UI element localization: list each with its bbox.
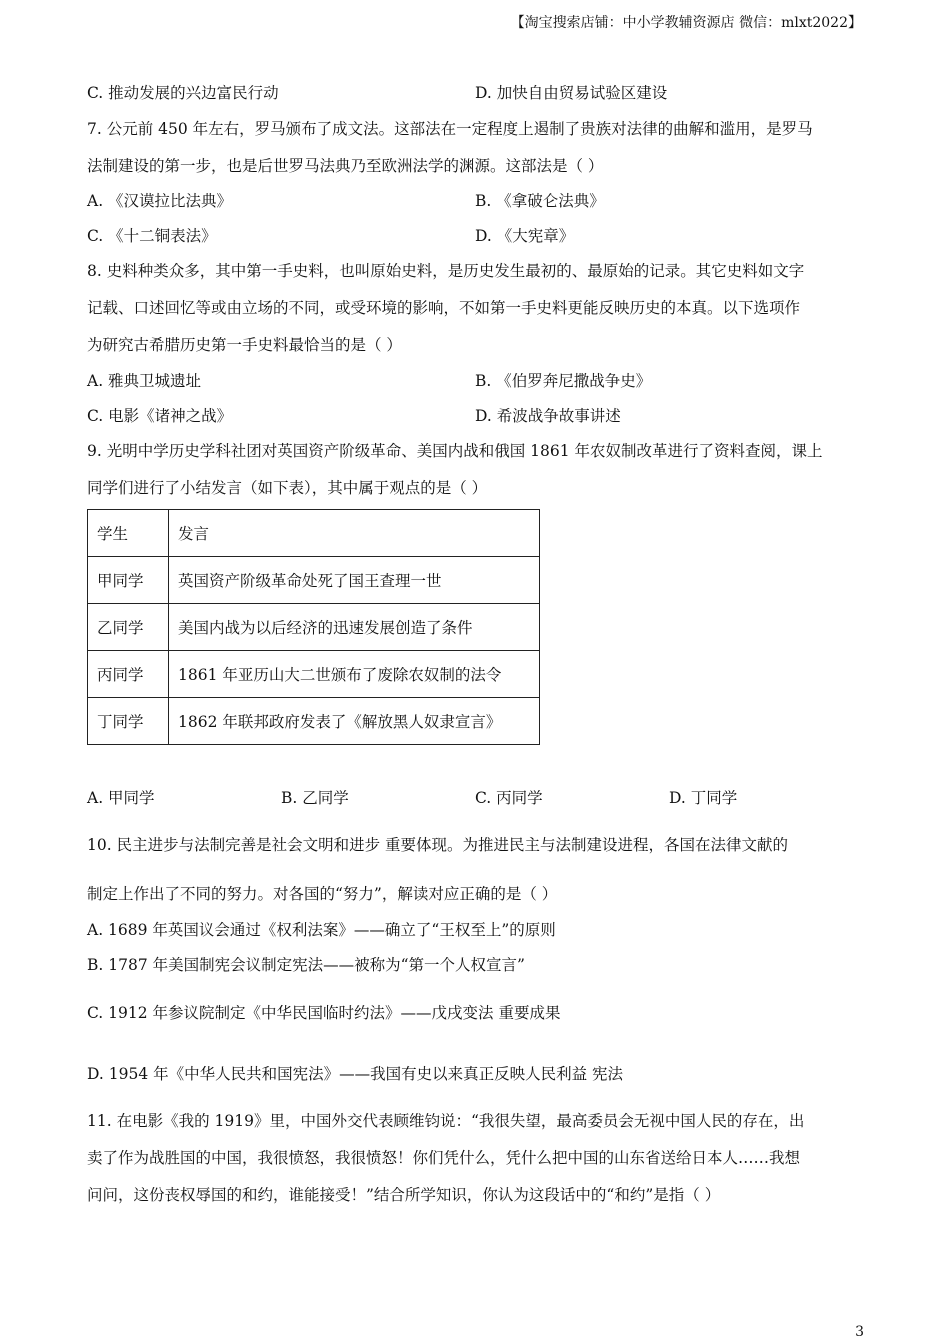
q7-option-a: A. 《汉谟拉比法典》 — [87, 192, 233, 210]
q8-option-d: D. 希波战争故事讲述 — [475, 407, 621, 425]
q9-option-d: D. 丁同学 — [669, 789, 738, 807]
q6-option-c: C. 推动发展的兴边富民行动 — [87, 84, 279, 102]
q10-option-c: C. 1912 年参议院制定《中华民国临时约法》——戊戌变法 重要成果 — [87, 1004, 561, 1022]
q9-option-c: C. 丙同学 — [475, 789, 543, 807]
table-cell: 1861 年亚历山大二世颁布了废除农奴制的法令 — [169, 651, 540, 698]
q8-option-b: B. 《伯罗奔尼撒战争史》 — [475, 372, 652, 390]
q10-option-b: B. 1787 年美国制宪会议制定宪法——被称为“第一个人权宣言” — [87, 956, 525, 974]
q8-stem-line-1: 8. 史料种类众多，其中第一手史料，也叫原始史料，是历史发生最初的、最原始的记录。其它史料如文字 — [87, 262, 805, 280]
table-cell: 乙同学 — [88, 604, 169, 651]
table-row — [88, 651, 540, 698]
q11-stem-line-3: 问问，这份丧权辱国的和约，谁能接受！”结合所学知识，你认为这段话中的“和约”是指（ ） — [87, 1186, 721, 1204]
table-row — [88, 557, 540, 604]
q7-stem-line-1: 7. 公元前 450 年左右，罗马颁布了成文法。这部法在一定程度上遏制了贵族对法律的曲解和滥用，是罗马 — [87, 120, 813, 138]
q9-stem-line-2: 同学们进行了小结发言（如下表），其中属于观点的是（ ） — [87, 479, 488, 497]
q9-stem-line-1: 9. 光明中学历史学科社团对英国资产阶级革命、美国内战和俄国 1861 年农奴制改革进行了资料查阅，课上 — [87, 442, 823, 460]
q7-option-b: B. 《拿破仑法典》 — [475, 192, 605, 210]
q8-option-c: C. 电影《诸神之战》 — [87, 407, 233, 425]
q7-stem-line-2: 法制建设的第一步，也是后世罗马法典乃至欧洲法学的渊源。这部法是（ ） — [87, 157, 604, 175]
q9-option-b: B. 乙同学 — [281, 789, 349, 807]
table-header-row — [88, 510, 540, 557]
table-cell: 丙同学 — [88, 651, 169, 698]
table-row — [88, 604, 540, 651]
table-row — [88, 698, 540, 745]
table-cell: 1862 年联邦政府发表了《解放黑人奴隶宣言》 — [169, 698, 540, 745]
q10-option-d: D. 1954 年《中华人民共和国宪法》——我国有史以来真正反映人民利益 宪法 — [87, 1065, 624, 1083]
table-cell: 丁同学 — [88, 698, 169, 745]
q7-option-d: D. 《大宪章》 — [475, 227, 575, 245]
q9-table — [87, 509, 540, 745]
page-header: 【淘宝搜索店铺：中小学教辅资源店 微信：mlxt2022】 — [510, 15, 862, 31]
q7-option-c: C. 《十二铜表法》 — [87, 227, 217, 245]
table-cell: 甲同学 — [88, 557, 169, 604]
q11-stem-line-2: 卖了作为战胜国的中国，我很愤怒，我很愤怒！你们凭什么，凭什么把中国的山东省送给日本人……我想 — [87, 1149, 801, 1167]
q10-stem-line-2: 制定上作出了不同的努力。对各国的“努力”，解读对应正确的是（ ） — [87, 885, 558, 903]
q6-option-d: D. 加快自由贸易试验区建设 — [475, 84, 668, 102]
q10-stem-line-1: 10. 民主进步与法制完善是社会文明和进步 重要体现。为推进民主与法制建设进程，各国在法律文献的 — [87, 836, 789, 854]
table-cell: 美国内战为以后经济的迅速发展创造了条件 — [169, 604, 540, 651]
q11-stem-line-1: 11. 在电影《我的 1919》里，中国外交代表顾维钧说：“我很失望，最高委员会无视中国人民的存在，出 — [87, 1112, 805, 1130]
table-cell: 英国资产阶级革命处死了国王查理一世 — [169, 557, 540, 604]
q8-stem-line-2: 记载、口述回忆等或由立场的不同，或受环境的影响，不如第一手史料更能反映历史的本真。以下选项作 — [87, 299, 801, 317]
table-header-cell: 学生 — [88, 510, 169, 557]
q8-option-a: A. 雅典卫城遗址 — [87, 372, 202, 390]
table-header-cell: 发言 — [169, 510, 540, 557]
q8-stem-line-3: 为研究古希腊历史第一手史料最恰当的是（ ） — [87, 336, 402, 354]
q9-option-a: A. 甲同学 — [87, 789, 155, 807]
page-number: 3 — [855, 1324, 864, 1340]
q10-option-a: A. 1689 年英国议会通过《权利法案》——确立了“王权至上”的原则 — [87, 921, 556, 939]
